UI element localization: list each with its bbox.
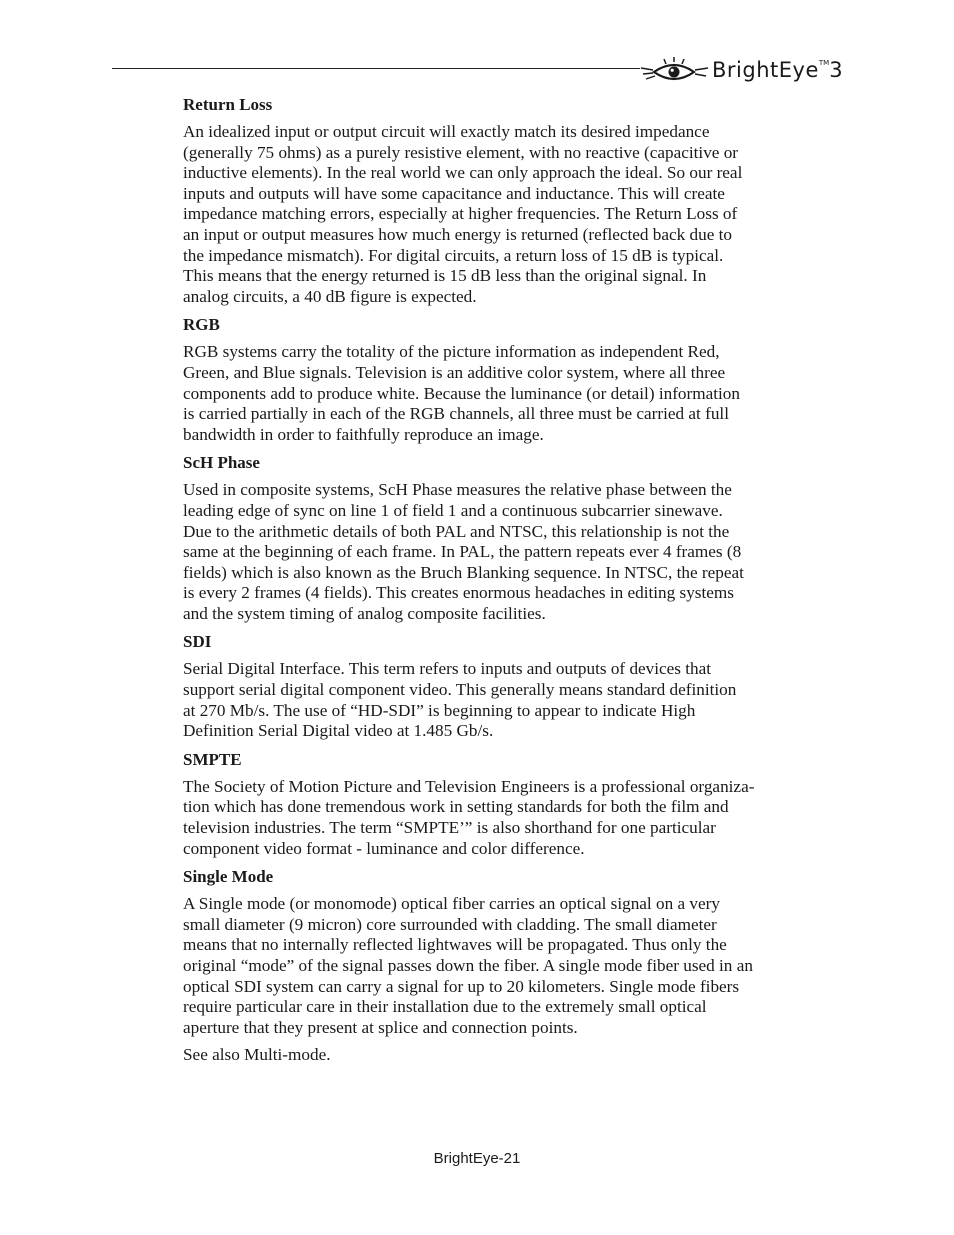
section-body: Serial Digital Interface. This term refers to inputs and outputs of devices that support serial digital component video. This generally means standard definition at 270 Mb/s. The use of “HD-SDI” is beginning to appear to indicate High Definition Serial Digital video at 1.485 Gb/s. bbox=[183, 659, 737, 741]
header-rule bbox=[112, 68, 640, 69]
section-heading: SMPTE bbox=[183, 749, 242, 769]
section-body: A Single mode (or monomode) optical fiber carries an optical signal on a very small diameter (9 micron) core surrounded with cladding. The small diameter means that no internally reflected lightwaves will be propagated. Thus only the original “mode” of the signal passes down the fiber. A single mode fiber used in an optical SDI system can carry a signal for up to 20 kilometers. Single mode fibers require particular care in their installation due to the extremely small optical aperture that they present at splice and connection points. bbox=[183, 894, 753, 1037]
section-body: Used in composite systems, ScH Phase measures the relative phase between the leading edge of sync on line 1 of field 1 and a continuous subcarrier sinewave. Due to the arithmetic details of both PAL and NTSC, this relationship is not the same at the beginning of each frame. In PAL, the pattern repeats ever 4 frames (8 fields) which is also known as the Bruch Blanking sequence. In NTSC, the repeat is every 2 frames (4 fields). This creates enormous headaches in editing systems and the system timing of analog composite facilities. bbox=[183, 480, 744, 623]
section-body: The Society of Motion Picture and Television Engineers is a professional organiza- tion which has done tremendous work in setting standards for both the film and television industries. The term “SMPTE’” is also shorthand for one particular component video format - luminance and color difference. bbox=[183, 776, 755, 858]
section-heading: Single Mode bbox=[183, 867, 274, 887]
see-also-note: See also Multi-mode. bbox=[183, 1045, 331, 1065]
glossary-entry-smpte bbox=[183, 749, 848, 859]
glossary-entry-sdi bbox=[183, 631, 848, 741]
page-footer: BrightEye-21 bbox=[433, 1150, 521, 1167]
logo-name: BrightEye bbox=[712, 58, 819, 82]
section-heading: RGB bbox=[183, 315, 220, 335]
eye-logo-icon bbox=[640, 57, 710, 87]
glossary-entry-sch-phase bbox=[183, 452, 848, 624]
section-body: An idealized input or output circuit will exactly match its desired impedance (generally 75 ohms) as a purely resistive element, with no reactive (capacitive or inductive elements). In the real world we can only approach the ideal. So our real inputs and outputs will have some capacitance and inductance. This will create impedance matching errors, especially at higher frequencies. The Return Loss of an input or output measures how much energy is returned (reflected back due to the impedance mismatch). For digital circuits, a return loss of 15 dB is typical. This means that the energy returned is 15 dB less than the original signal. In analog circuits, a 40 dB figure is expected. bbox=[183, 122, 743, 306]
logo-trademark: TM bbox=[818, 59, 830, 67]
glossary-entry-single-mode bbox=[183, 866, 848, 1038]
section-heading: Return Loss bbox=[183, 95, 273, 114]
glossary-entry-rgb bbox=[183, 314, 848, 445]
glossary-entry-return-loss bbox=[183, 94, 848, 307]
section-body: RGB systems carry the totality of the picture information as independent Red, Green, and Blue signals. Television is an additive color system, where all three components add to produce white. Because the luminance (or detail) information is carried partially in each of the RGB channels, all three must be carried at full bandwidth in order to faithfully reproduce an image. bbox=[183, 342, 740, 444]
glossary-content bbox=[183, 94, 848, 1073]
logo-number: 3 bbox=[829, 58, 844, 82]
brighteye-logo bbox=[640, 55, 850, 87]
logo-wordmark bbox=[712, 58, 843, 82]
section-heading: SDI bbox=[183, 632, 212, 652]
section-heading: ScH Phase bbox=[183, 453, 260, 473]
